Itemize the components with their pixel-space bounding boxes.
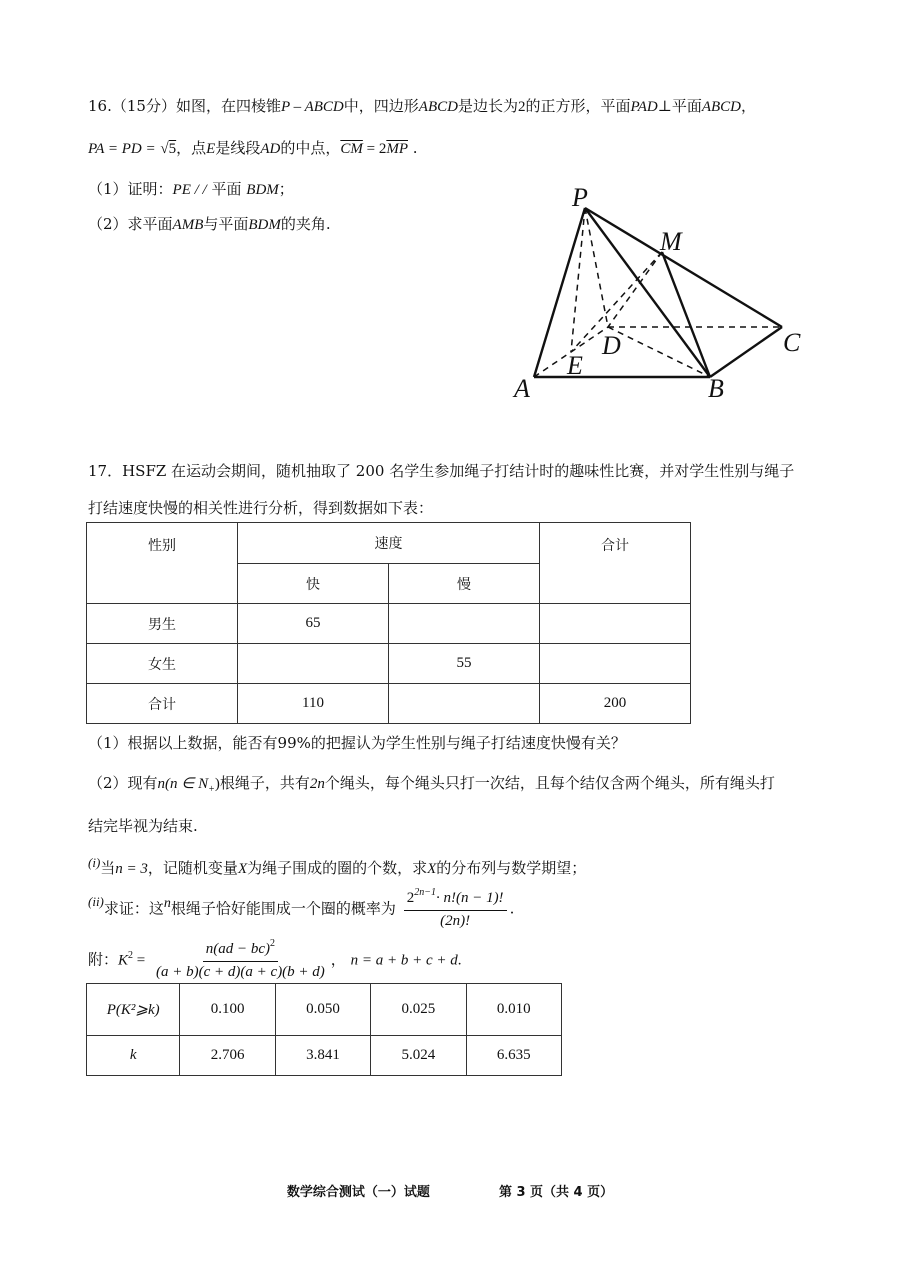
q16-side: 2 [517,99,526,115]
cell-fast: 65 [238,604,389,644]
edge-bc [710,327,782,377]
q16-vector-mp: $\overline{MP}$ [386,141,408,157]
fraction-numerator [404,889,507,911]
row-label: P(K²⩾k) [87,984,180,1036]
q17-k2-num: n(ad − bc) [205,941,271,957]
q16-text: 与平面 [203,215,249,233]
label-c: C [783,328,801,357]
table-row [87,1036,562,1076]
page-footer [0,1181,900,1200]
row-label: 男生 [87,604,238,644]
q17-text: ) [214,776,220,792]
q17-text: 为绳子围成的圈的个数，求 [247,859,428,877]
row-label: k [87,1036,180,1076]
q16-seg: AD [260,141,281,157]
label-p: P [572,183,588,212]
fraction-numerator [203,940,278,962]
q17-2n: 2n [309,776,325,792]
cell-total [540,604,691,644]
q17-ii-label: (ii) [88,893,104,909]
q16-part1 [88,178,294,199]
q16-part1-label: （1）证明： [88,180,173,198]
q16-score: （15分） [111,97,176,115]
label-b: B [708,374,724,403]
q16-sqrt5: 5 [168,141,177,157]
perp-symbol: ⊥ [657,97,672,115]
q17-text: 根绳子恰好能围成一个圈的概率为 [170,899,396,918]
q17-n: n [163,895,171,911]
q17-exp: 2 [270,938,276,949]
q17-num-rest: · n!(n − 1)! [435,890,504,906]
q16-text: ， [741,97,757,115]
cell-slow [389,604,540,644]
header-total: 合计 [540,523,691,604]
q17-line2: 打结速度快慢的相关性进行分析，得到数据如下表： [88,499,434,517]
q17-text: 求证：这 [103,899,164,918]
edge-pd [585,208,608,327]
row-label: 合计 [87,684,238,724]
q16-vector-cm: $\overline{CM}$ [340,141,363,157]
k-value: 5.024 [371,1036,466,1076]
table-row [87,604,691,644]
q17-part2-line1 [88,772,775,793]
q17-text: . [457,952,462,969]
q16-pa-eq: PA = PD = [88,141,156,157]
q17-part1: （1）根据以上数据，能否有99%的把握认为学生性别与绳子打结速度快慢有关？ [88,734,626,752]
q16-text: ，点 [176,139,207,157]
pyramid-figure [500,180,820,410]
k-value: 3.841 [275,1036,370,1076]
q16-number: 16. [88,97,112,115]
q16-plane: BDM [246,182,279,198]
table-row [87,644,691,684]
q16-text: 的夹角. [280,215,331,233]
q16-text: 中，四边形 [343,97,419,115]
label-e: E [567,351,583,380]
q16-text: 如图，在四棱锥 [175,97,281,115]
q16-point: E [206,141,216,157]
q17-n-in-n: n(n ∈ N [157,776,209,792]
p-value: 0.100 [180,984,275,1036]
edge-mb [662,252,710,377]
fraction-denominator: (2n)! [440,913,471,929]
label-a: A [514,374,530,403]
q17-n-def: n = a + b + c + d [350,952,458,969]
q16-text: ； [278,180,294,198]
footer-title: 数学综合测试（一）试题 [286,1185,430,1200]
q17-text: 个绳头，每个绳头只打一次结，且每个结仅含两个绳头，所有绳头打 [324,774,775,792]
q17-n3: n = 3 [115,861,148,877]
q16-part2-label: （2）求平面 [88,215,173,233]
q16-line2 [88,137,418,158]
q16-plane: ABCD [701,99,742,115]
probability-fraction [404,889,507,930]
q17-sub-i [88,857,586,878]
q17-exp: 2 [128,949,134,961]
row-label: 女生 [87,644,238,684]
q17-text: ，记随机变量 [147,859,238,877]
q16-text: . [408,139,418,157]
q16-text: 平面 [671,97,702,115]
header-slow: 慢 [389,564,540,604]
cell-total: 200 [540,684,691,724]
table-row [87,984,562,1036]
footer-page-number: 第 3 页（共 4 页） [498,1185,614,1200]
q17-sub-ii [88,889,514,930]
contingency-table [86,522,691,724]
q17-text: 根绳子，共有 [219,774,310,792]
header-gender: 性别 [87,523,238,604]
q16-pyramid: P – ABCD [280,99,344,115]
q16-part1-math: PE / / [172,182,207,198]
q17-text: = [133,952,146,969]
q16-text: 平面 [211,180,242,198]
q16-quad: ABCD [418,99,458,115]
p-value: 0.025 [371,984,466,1036]
table-row [87,684,691,724]
sqrt-icon: √ [160,141,169,157]
critical-value-table [86,983,562,1076]
k-value: 6.635 [466,1036,561,1076]
q16-line1 [88,95,756,116]
k-value: 2.706 [180,1036,275,1076]
cell-slow: 55 [389,644,540,684]
q16-text: 是线段 [215,139,261,157]
q17-appendix-label: 附： [88,950,119,969]
cell-total [540,644,691,684]
q16-plane: BDM [248,217,281,233]
p-value: 0.050 [275,984,370,1036]
header-fast: 快 [238,564,389,604]
q17-i-label: (i) [88,855,101,870]
q17-text: . [509,899,515,918]
q17-base: 2 [406,890,415,906]
q17-k2: K [118,952,129,969]
q16-text: = 2 [362,141,387,157]
p-value: 0.010 [466,984,561,1036]
q17-appendix [88,940,462,981]
q16-plane: AMB [172,217,204,233]
q17-line1: 17．HSFZ 在运动会期间，随机抽取了 200 名学生参加绳子打结计时的趣味性比赛，并对学生性别与绳子 [88,462,795,480]
q16-plane: PAD [630,99,658,115]
q17-exp: 2n−1 [414,887,436,898]
q17-part2-line2: 结完毕视为结束. [88,817,198,835]
label-d: D [602,331,621,360]
q16-text: 是边长为 [457,97,518,115]
q17-text: 当 [100,859,116,877]
k2-fraction [153,940,328,981]
q17-text: 的分布列与数学期望； [436,859,587,877]
cell-slow [389,684,540,724]
fraction-denominator: (a + b)(c + d)(a + c)(b + d) [156,964,325,980]
cell-fast: 110 [238,684,389,724]
q17-text: ， [330,950,346,969]
q17-sub-plus: + [208,784,215,795]
q16-text: 的正方形，平面 [525,97,631,115]
edge-md [608,252,662,327]
cell-fast [238,644,389,684]
q16-part2 [88,213,331,234]
q17-var-x: X [237,861,248,877]
q17-var-x: X [427,861,437,877]
q16-text: 的中点， [280,139,341,157]
label-m: M [660,227,682,256]
header-speed: 速度 [238,523,540,564]
q17-text: （2）现有 [88,774,158,792]
